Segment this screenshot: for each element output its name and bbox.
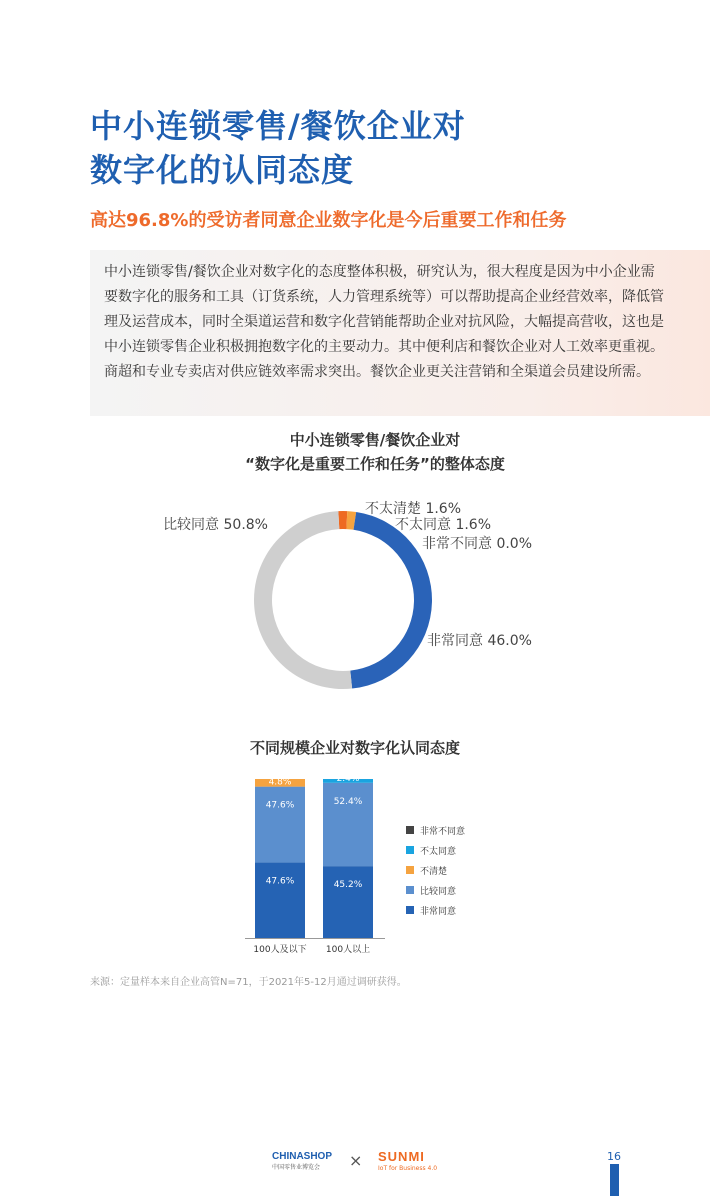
- donut-slice-agree: [254, 511, 352, 689]
- logo-separator: ×: [349, 1151, 363, 1170]
- bar-chart-title: 不同规模企业对数字化认同态度: [249, 739, 460, 757]
- donut-label-disagree: 不太同意 1.6%: [395, 517, 492, 533]
- bar-segment-very-agree: [255, 862, 305, 938]
- legend-label-disagree: 不太同意: [420, 847, 457, 857]
- donut-slice-unsure: [338, 511, 347, 529]
- page-title-line2: 数字化的认同态度: [90, 151, 355, 189]
- sunmi-logo-sub: IoT for Business 4.0: [378, 1165, 438, 1172]
- donut-label-agree: 比较同意 50.8%: [163, 517, 268, 533]
- bar-data-label: 47.6%: [265, 800, 295, 811]
- donut-label-very-agree: 非常同意 46.0%: [427, 633, 532, 649]
- donut-label-unsure: 不太清楚 1.6%: [365, 501, 462, 517]
- legend-label-unsure: 不清楚: [420, 867, 448, 877]
- page-title: [90, 104, 466, 192]
- legend-label-agree: 比较同意: [420, 887, 457, 897]
- legend-swatch-agree: [406, 886, 414, 894]
- source-note: 来源：定量样本来自企业高管N=71，于2021年5-12月通过调研获得。: [90, 977, 407, 988]
- bar-category-label: 100人及以下: [253, 945, 307, 955]
- bar-category-label: 100人以上: [325, 945, 371, 955]
- page-subtitle: 高达96.8%的受访者同意企业数字化是今后重要工作和任务: [90, 210, 567, 231]
- legend-swatch-strongly-disagree: [406, 826, 414, 834]
- bar-data-label: 47.6%: [265, 876, 295, 887]
- bar-data-label: 4.8%: [268, 777, 292, 788]
- bar-data-label: 45.2%: [333, 880, 363, 891]
- footer-logos: [272, 1148, 472, 1172]
- page-number: 16: [607, 1150, 621, 1163]
- page-number-bar: [610, 1164, 619, 1196]
- donut-title-line1: 中小连锁零售/餐饮企业对: [289, 431, 461, 449]
- bar-data-label: 52.4%: [333, 796, 363, 807]
- donut-slice-very-agree: [350, 512, 432, 689]
- bar-data-label: 2.4%: [336, 773, 360, 784]
- sunmi-logo: SUNMI: [378, 1149, 425, 1164]
- page-title-line1: 中小连锁零售/餐饮企业对: [90, 107, 466, 145]
- chinashop-logo-sub: 中国零售业博览会: [272, 1164, 321, 1171]
- legend-label-very-agree: 非常同意: [420, 907, 457, 917]
- legend-swatch-very-agree: [406, 906, 414, 914]
- legend-swatch-unsure: [406, 866, 414, 874]
- chinashop-logo: CHINASHOP: [272, 1151, 333, 1162]
- donut-chart: [150, 488, 570, 708]
- donut-label-strongly-disagree: 非常不同意 0.0%: [422, 536, 533, 552]
- donut-title-line2: “数字化是重要工作和任务”的整体态度: [245, 455, 505, 473]
- intro-box: [90, 250, 710, 416]
- stacked-bar-chart: [230, 768, 490, 958]
- legend-label-strongly-disagree: 非常不同意: [420, 827, 466, 837]
- bar-segment-agree: [255, 787, 305, 863]
- donut-chart-title: [20, 428, 710, 476]
- legend-swatch-disagree: [406, 846, 414, 854]
- bar-segment-very-agree: [323, 866, 373, 938]
- intro-text: 中小连锁零售/餐饮企业对数字化的态度整体积极，研究认为，很大程度是因为中小企业需要数字化的服务和工具（订货系统，人力管理系统等）可以帮助提高企业经营效率，降低管理及运营成本，同时全渠道运营和数字化营销能帮助企业对抗风险，大幅提高营收，这也是中小连锁零售企业积极拥抱数字化的主要动力。其中便利店和餐饮企业对人工效率更重视。商超和专业专卖店对供应链效率需求突出。餐饮企业更关注营销和全渠道会员建设所需。: [104, 264, 664, 380]
- bar-segment-agree: [323, 783, 373, 866]
